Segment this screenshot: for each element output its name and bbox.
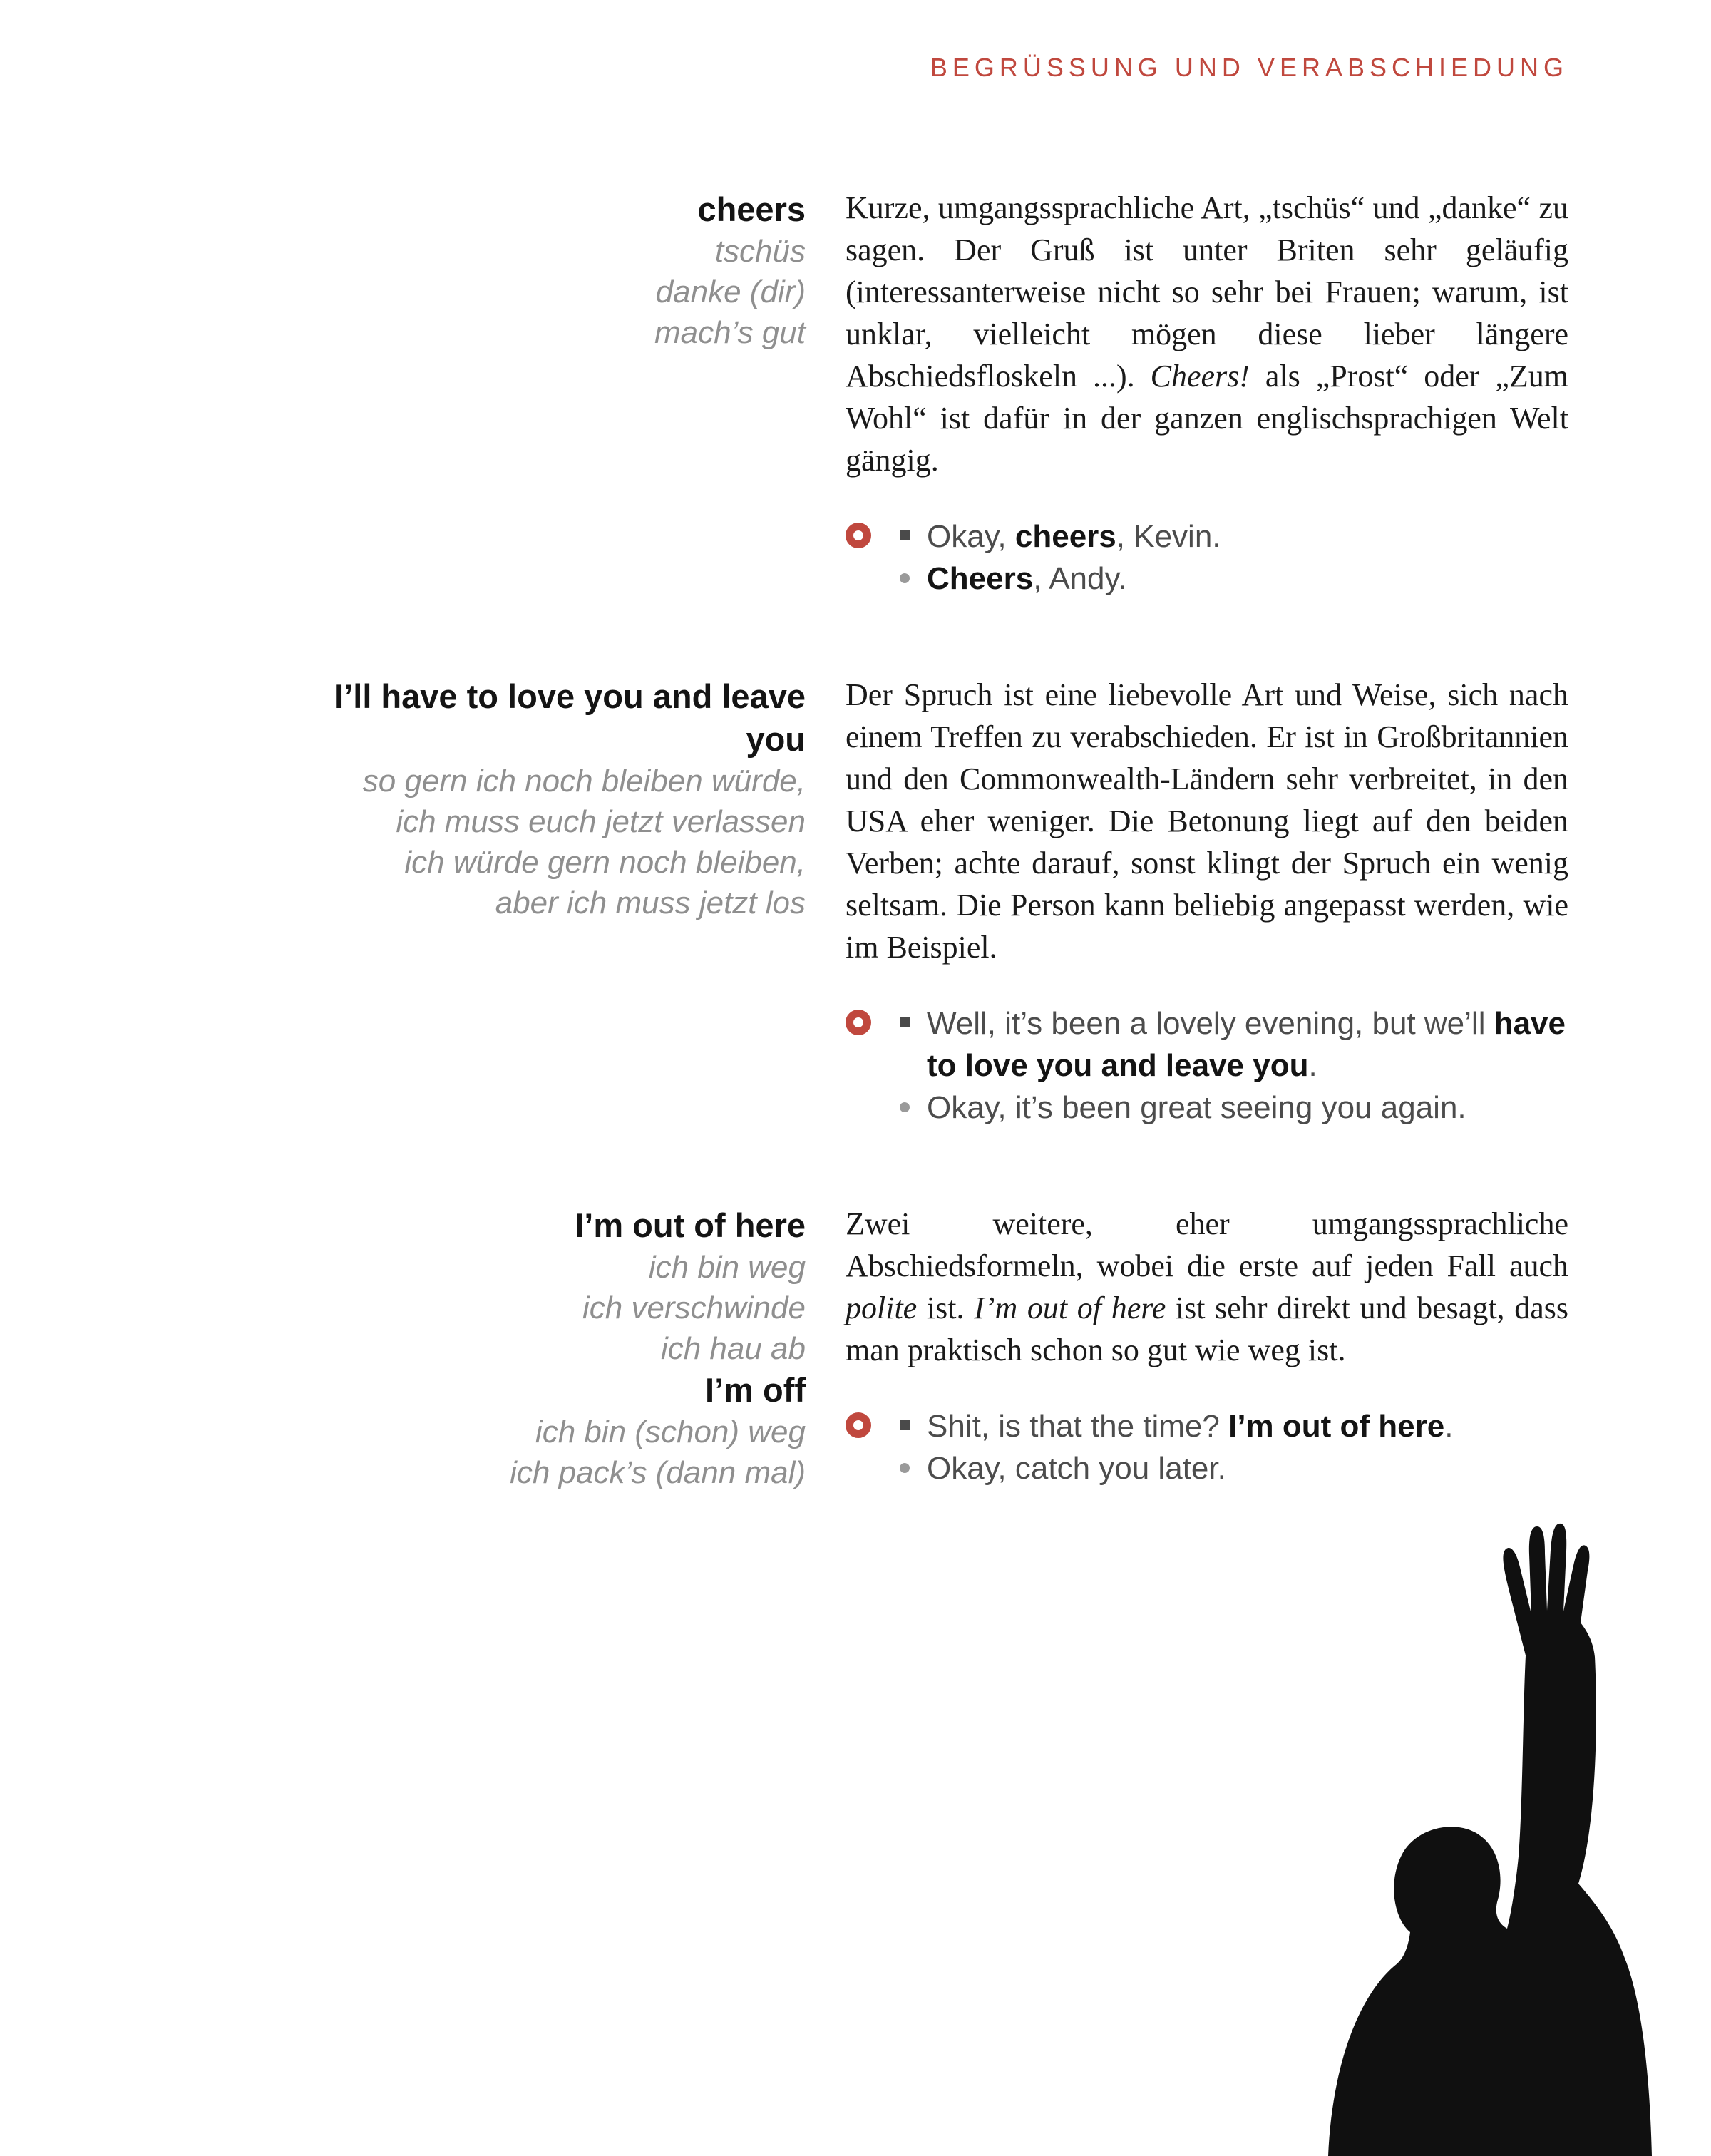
entries-container — [285, 187, 1568, 1493]
headword-translation: ich verschwinde — [582, 1290, 806, 1325]
text-run: Cheers! — [1150, 359, 1250, 394]
entry-headwords — [285, 187, 806, 353]
text-run: , Andy. — [1033, 561, 1127, 596]
headword-translation: danke (dir) — [655, 274, 806, 309]
text-run: Shit, is that the time? — [927, 1409, 1229, 1444]
text-run: Well, it’s been a lovely evening, but we’ll — [927, 1006, 1494, 1041]
entry-1 — [285, 674, 1568, 1129]
round-bullet-icon — [900, 1102, 910, 1112]
headword-translation: ich muss euch jetzt verlassen — [396, 804, 806, 839]
entry-body — [846, 674, 1568, 1129]
square-bullet-icon — [900, 1017, 910, 1027]
text-run: . — [1308, 1048, 1317, 1083]
text-run: cheers — [1014, 519, 1116, 554]
dialogue-line — [900, 1447, 1568, 1489]
headword-translation: ich hau ab — [660, 1331, 806, 1366]
entry-body — [846, 187, 1568, 600]
headword-translation: ich bin (schon) weg — [535, 1415, 806, 1449]
dialogue-line — [900, 515, 1568, 558]
text-run: have to love you and leave you — [927, 1006, 1566, 1083]
headword-term: I’m off — [705, 1371, 806, 1409]
square-bullet-icon — [900, 530, 910, 540]
dialogue-target-icon — [846, 523, 871, 548]
text-run: I’m out of here — [1228, 1409, 1445, 1444]
square-bullet-icon — [900, 1420, 910, 1430]
text-run: Zwei weitere, eher umgangssprachliche Abschiedsformeln, wobei die erste auf jeden Fall auch — [846, 1206, 1568, 1283]
explanation-paragraph — [846, 674, 1568, 968]
text-run: Okay, it’s been great seeing you again. — [927, 1090, 1466, 1125]
round-bullet-icon — [900, 573, 910, 583]
headword-translation: mach’s gut — [654, 315, 806, 350]
text-run: Cheers — [927, 561, 1034, 596]
text-run: Okay, catch you later. — [927, 1451, 1226, 1486]
headword-translation: tschüs — [714, 234, 806, 269]
dialogue-lines — [900, 1002, 1568, 1129]
text-run: polite — [846, 1290, 918, 1325]
entry-body — [846, 1203, 1568, 1489]
dialogue-example — [846, 1002, 1568, 1129]
headword-translation: ich bin weg — [648, 1250, 806, 1285]
text-run: Der Spruch ist eine liebevolle Art und Weise, sich nach einem Treffen zu verabschieden. Er ist in Großbritannien und den Commonwealth-Ländern sehr verbreitet, in den USA eher weniger. Die Betonung liegt auf den beiden Verben; achte darauf, sonst klingt der Spruch ein wenig seltsam. Die Person kann beliebig angepasst werden, wie im Beispiel. — [846, 677, 1568, 965]
headword-translation: ich pack’s (dann mal) — [510, 1455, 806, 1490]
dialogue-line — [900, 1002, 1568, 1087]
headword-translation: ich würde gern noch bleiben, — [404, 845, 806, 880]
entry-0 — [285, 187, 1568, 600]
dialogue-lines — [900, 515, 1568, 600]
explanation-paragraph — [846, 187, 1568, 481]
entry-headwords — [285, 674, 806, 923]
headword-term: cheers — [697, 190, 806, 228]
dialogue-example — [846, 1405, 1568, 1489]
headword-term: I’ll have to love you and leave you — [334, 677, 806, 758]
headword-term: I’m out of here — [575, 1206, 806, 1244]
round-bullet-icon — [900, 1463, 910, 1473]
text-run: Okay, — [927, 519, 1015, 554]
entry-2 — [285, 1203, 1568, 1493]
dialogue-line — [900, 558, 1568, 600]
dialogue-example — [846, 515, 1568, 600]
text-run: , Kevin. — [1116, 519, 1221, 554]
headword-translation: so gern ich noch bleiben würde, — [362, 764, 806, 799]
explanation-paragraph — [846, 1203, 1568, 1371]
text-run: . — [1444, 1409, 1454, 1444]
text-run: als „Prost“ oder „Zum Wohl“ ist dafür in der ganzen englischsprachigen Welt gängig. — [846, 359, 1569, 478]
dialogue-line — [900, 1405, 1568, 1447]
text-run: Kurze, umgangssprachliche Art, „tschüs“ und „danke“ zu sagen. Der Gruß ist unter Briten sehr geläufig (interessanterweise nicht so sehr bei Frauen; warum, ist unklar, vielleicht mögen diese lieber längere Abschiedsfloskeln ...). — [846, 190, 1568, 394]
dialogue-target-icon — [846, 1010, 871, 1035]
entry-headwords — [285, 1203, 806, 1493]
dialogue-target-icon — [846, 1412, 871, 1438]
running-head: BEGRÜSSUNG UND VERABSCHIEDUNG — [930, 53, 1568, 82]
dialogue-line — [900, 1087, 1568, 1129]
waving-person-silhouette — [1289, 1486, 1660, 2156]
dialogue-lines — [900, 1405, 1568, 1489]
text-run: I’m out of here — [974, 1290, 1166, 1325]
text-run: ist sehr direkt und besagt, dass man praktisch schon so gut wie weg ist. — [846, 1290, 1568, 1367]
text-run: ist. — [917, 1290, 975, 1325]
headword-translation: aber ich muss jetzt los — [495, 885, 806, 920]
